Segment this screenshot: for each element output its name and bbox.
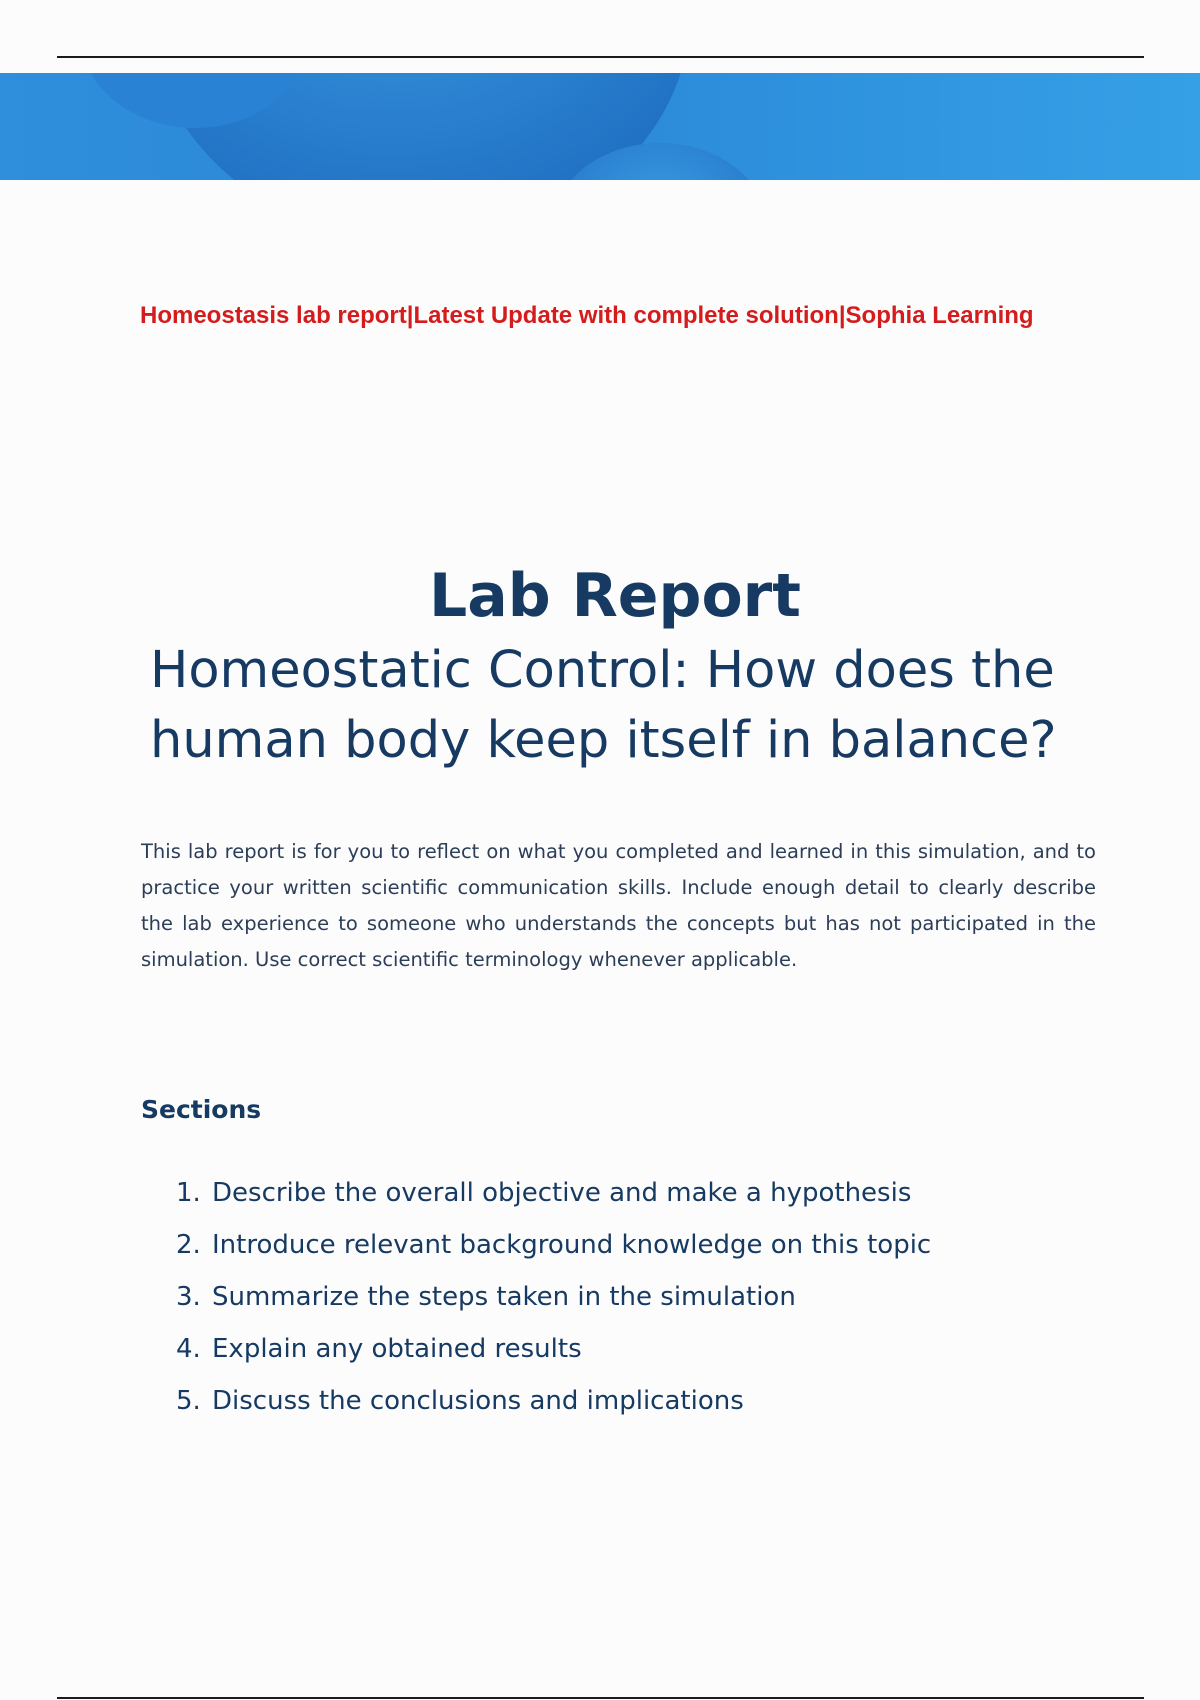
list-item bbox=[176, 1167, 1076, 1219]
list-number: 3. bbox=[176, 1282, 201, 1312]
list-item-text: Discuss the conclusions and implications bbox=[212, 1386, 744, 1416]
list-item-text: Summarize the steps taken in the simulation bbox=[212, 1282, 796, 1312]
list-number: 2. bbox=[176, 1230, 201, 1260]
list-item bbox=[176, 1271, 1076, 1323]
list-item bbox=[176, 1219, 1076, 1271]
list-item-text: Explain any obtained results bbox=[212, 1334, 582, 1364]
report-subtitle: Homeostatic Control: How does the human body keep itself in balance? bbox=[150, 641, 1057, 770]
top-rule bbox=[57, 56, 1144, 58]
list-item-text: Describe the overall objective and make a hypothesis bbox=[212, 1178, 912, 1208]
sections-list bbox=[176, 1167, 1076, 1427]
header-banner bbox=[0, 73, 1200, 180]
list-number: 5. bbox=[176, 1386, 201, 1416]
banner-bubbles bbox=[0, 73, 1200, 180]
document-title: Homeostasis lab report|Latest Update with complete solution|Sophia Learning bbox=[140, 302, 1034, 329]
sections-heading: Sections bbox=[141, 1095, 262, 1124]
list-item bbox=[176, 1323, 1076, 1375]
list-item-text: Introduce relevant background knowledge on this topic bbox=[212, 1230, 932, 1260]
list-number: 4. bbox=[176, 1334, 201, 1364]
report-title: Lab Report bbox=[429, 561, 801, 631]
intro-paragraph: This lab report is for you to reﬂect on what you completed and learned in this simulation, and to practice your written scientiﬁc communication skills. Include enough detail to clearly describe the lab experience to someone who understands the concepts but has not participated in the simulation. Use correct scientiﬁc terminology whenever applicable. bbox=[141, 839, 1096, 971]
bottom-rule bbox=[57, 1697, 1144, 1699]
list-number: 1. bbox=[176, 1178, 201, 1208]
list-item bbox=[176, 1375, 1076, 1427]
